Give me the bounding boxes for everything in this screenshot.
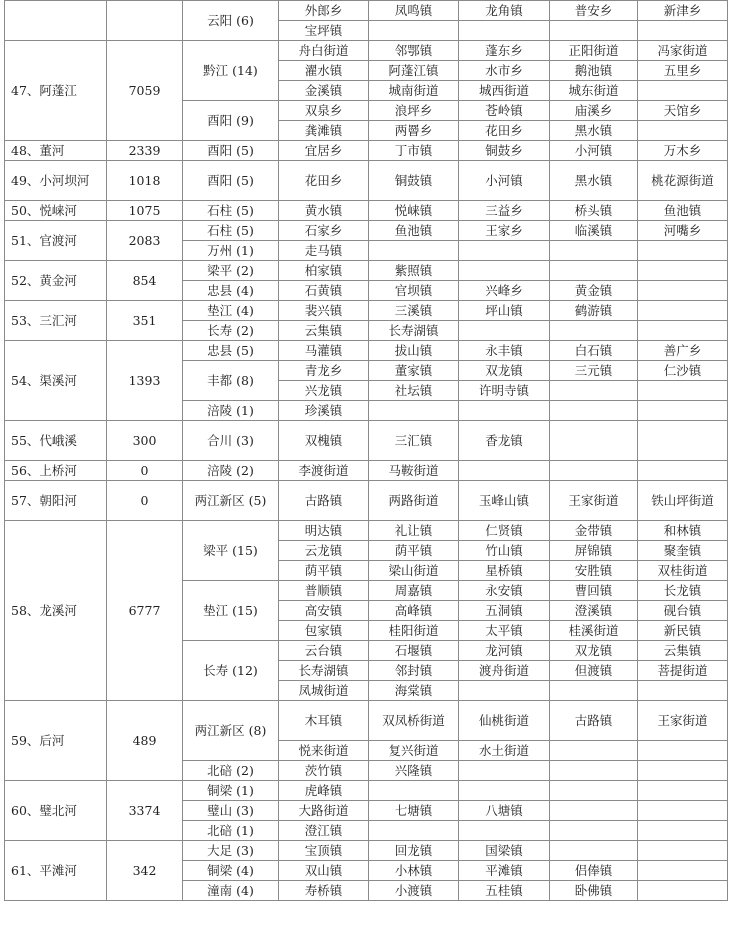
town-cell: 马灌镇 [279, 341, 369, 361]
town-cell: 许明寺镇 [459, 381, 550, 401]
river-name-cell: 47、阿蓬江 [5, 41, 107, 141]
town-cell [550, 841, 638, 861]
town-cell: 柏家镇 [279, 261, 369, 281]
town-cell [459, 821, 550, 841]
town-cell: 马鞍街道 [369, 461, 459, 481]
town-cell: 古路镇 [279, 481, 369, 521]
town-cell: 大路街道 [279, 801, 369, 821]
town-cell: 砚台镇 [638, 601, 728, 621]
town-cell: 普顺镇 [279, 581, 369, 601]
town-cell: 苍岭镇 [459, 101, 550, 121]
town-cell: 凤鸣镇 [369, 1, 459, 21]
district-cell: 黔江 (14) [183, 41, 279, 101]
town-cell [369, 401, 459, 421]
town-cell [638, 401, 728, 421]
basin-area-cell [107, 1, 183, 41]
town-cell [638, 381, 728, 401]
town-cell: 菩提街道 [638, 661, 728, 681]
river-name-cell [5, 1, 107, 41]
town-cell: 两路街道 [369, 481, 459, 521]
town-cell: 小林镇 [369, 861, 459, 881]
town-cell: 善广乡 [638, 341, 728, 361]
basin-area-cell: 3374 [107, 781, 183, 841]
town-cell: 荫平镇 [369, 541, 459, 561]
town-cell: 桂阳街道 [369, 621, 459, 641]
table-row [5, 521, 728, 541]
town-cell [638, 21, 728, 41]
town-cell: 小河镇 [459, 161, 550, 201]
town-cell: 官坝镇 [369, 281, 459, 301]
town-cell [550, 321, 638, 341]
basin-area-cell: 342 [107, 841, 183, 901]
table-row [5, 141, 728, 161]
town-cell: 渡舟街道 [459, 661, 550, 681]
town-cell [550, 781, 638, 801]
town-cell: 铜鼓镇 [369, 161, 459, 201]
town-cell [550, 381, 638, 401]
town-cell [638, 461, 728, 481]
town-cell: 龙角镇 [459, 1, 550, 21]
town-cell [638, 801, 728, 821]
town-cell: 宝顶镇 [279, 841, 369, 861]
district-cell: 梁平 (2) [183, 261, 279, 281]
district-cell: 丰都 (8) [183, 361, 279, 401]
town-cell: 小河镇 [550, 141, 638, 161]
town-cell: 双山镇 [279, 861, 369, 881]
town-cell [638, 301, 728, 321]
table-row [5, 341, 728, 361]
town-cell: 香龙镇 [459, 421, 550, 461]
town-cell: 凤城街道 [279, 681, 369, 701]
town-cell [550, 21, 638, 41]
table-row [5, 221, 728, 241]
district-cell: 万州 (1) [183, 241, 279, 261]
town-cell: 竹山镇 [459, 541, 550, 561]
town-cell [638, 281, 728, 301]
town-cell [459, 261, 550, 281]
town-cell: 虎峰镇 [279, 781, 369, 801]
table-row [5, 481, 728, 521]
town-cell: 曹回镇 [550, 581, 638, 601]
basin-area-cell: 351 [107, 301, 183, 341]
town-cell [459, 761, 550, 781]
town-cell: 玉峰山镇 [459, 481, 550, 521]
river-name-cell: 49、小河坝河 [5, 161, 107, 201]
river-name-cell: 56、上桥河 [5, 461, 107, 481]
town-cell [459, 401, 550, 421]
town-cell: 鱼池镇 [638, 201, 728, 221]
town-cell: 茨竹镇 [279, 761, 369, 781]
town-cell: 龚滩镇 [279, 121, 369, 141]
district-cell: 忠县 (4) [183, 281, 279, 301]
district-cell: 北碚 (2) [183, 761, 279, 781]
basin-area-cell: 7059 [107, 41, 183, 141]
river-name-cell: 48、董河 [5, 141, 107, 161]
town-cell: 花田乡 [279, 161, 369, 201]
town-cell: 宜居乡 [279, 141, 369, 161]
town-cell [550, 801, 638, 821]
town-cell: 庙溪乡 [550, 101, 638, 121]
town-cell: 礼让镇 [369, 521, 459, 541]
river-name-cell: 59、后河 [5, 701, 107, 781]
town-cell: 黑水镇 [550, 121, 638, 141]
town-cell [638, 421, 728, 461]
basin-area-cell: 1018 [107, 161, 183, 201]
town-cell: 梁山街道 [369, 561, 459, 581]
town-cell: 双龙镇 [459, 361, 550, 381]
town-cell: 三汇镇 [369, 421, 459, 461]
district-cell: 北碚 (1) [183, 821, 279, 841]
table-body [5, 1, 728, 901]
district-cell: 酉阳 (5) [183, 161, 279, 201]
town-cell: 五洞镇 [459, 601, 550, 621]
town-cell [638, 841, 728, 861]
town-cell [550, 761, 638, 781]
town-cell: 双凤桥街道 [369, 701, 459, 741]
town-cell: 永丰镇 [459, 341, 550, 361]
town-cell [638, 741, 728, 761]
town-cell: 临溪镇 [550, 221, 638, 241]
town-cell: 两罾乡 [369, 121, 459, 141]
town-cell: 坪山镇 [459, 301, 550, 321]
town-cell: 龙河镇 [459, 641, 550, 661]
town-cell [638, 81, 728, 101]
table-row [5, 201, 728, 221]
district-cell: 云阳 (6) [183, 1, 279, 41]
town-cell: 宝坪镇 [279, 21, 369, 41]
town-cell: 澄江镇 [279, 821, 369, 841]
district-cell: 石柱 (5) [183, 201, 279, 221]
town-cell [638, 821, 728, 841]
town-cell: 桥头镇 [550, 201, 638, 221]
district-cell: 涪陵 (2) [183, 461, 279, 481]
river-name-cell: 58、龙溪河 [5, 521, 107, 701]
town-cell: 云龙镇 [279, 541, 369, 561]
town-cell: 高安镇 [279, 601, 369, 621]
town-cell: 八塘镇 [459, 801, 550, 821]
town-cell: 鹅池镇 [550, 61, 638, 81]
town-cell: 悦崃镇 [369, 201, 459, 221]
town-cell: 石堰镇 [369, 641, 459, 661]
town-cell: 珍溪镇 [279, 401, 369, 421]
district-cell: 梁平 (15) [183, 521, 279, 581]
town-cell: 普安乡 [550, 1, 638, 21]
basin-area-cell: 6777 [107, 521, 183, 701]
town-cell: 走马镇 [279, 241, 369, 261]
town-cell [638, 781, 728, 801]
district-cell: 垫江 (15) [183, 581, 279, 641]
district-cell: 大足 (3) [183, 841, 279, 861]
town-cell: 新津乡 [638, 1, 728, 21]
town-cell: 仁贤镇 [459, 521, 550, 541]
town-cell: 黄金镇 [550, 281, 638, 301]
table-row [5, 41, 728, 61]
town-cell [638, 261, 728, 281]
town-cell [638, 881, 728, 901]
town-cell: 城东街道 [550, 81, 638, 101]
river-name-cell: 61、平滩河 [5, 841, 107, 901]
town-cell: 明达镇 [279, 521, 369, 541]
town-cell: 邻封镇 [369, 661, 459, 681]
town-cell: 社坛镇 [369, 381, 459, 401]
town-cell: 悦来街道 [279, 741, 369, 761]
town-cell: 侣俸镇 [550, 861, 638, 881]
town-cell [638, 861, 728, 881]
district-cell: 潼南 (4) [183, 881, 279, 901]
town-cell [638, 241, 728, 261]
town-cell: 裴兴镇 [279, 301, 369, 321]
town-cell: 双泉乡 [279, 101, 369, 121]
town-cell: 兴隆镇 [369, 761, 459, 781]
town-cell: 正阳街道 [550, 41, 638, 61]
district-cell: 垫江 (4) [183, 301, 279, 321]
town-cell: 河嘴乡 [638, 221, 728, 241]
basin-area-cell: 0 [107, 481, 183, 521]
town-cell: 白石镇 [550, 341, 638, 361]
town-cell [638, 121, 728, 141]
town-cell: 城南街道 [369, 81, 459, 101]
table-row [5, 261, 728, 281]
district-cell: 石柱 (5) [183, 221, 279, 241]
town-cell: 古路镇 [550, 701, 638, 741]
town-cell: 双龙镇 [550, 641, 638, 661]
basin-area-cell: 1393 [107, 341, 183, 421]
table-row [5, 841, 728, 861]
town-cell [459, 781, 550, 801]
town-cell: 蓬东乡 [459, 41, 550, 61]
town-cell [369, 781, 459, 801]
town-cell: 石黄镇 [279, 281, 369, 301]
town-cell: 仙桃街道 [459, 701, 550, 741]
basin-area-cell: 2339 [107, 141, 183, 161]
town-cell: 长寿湖镇 [369, 321, 459, 341]
town-cell: 金溪镇 [279, 81, 369, 101]
town-cell: 紫照镇 [369, 261, 459, 281]
town-cell: 拔山镇 [369, 341, 459, 361]
basin-area-cell: 300 [107, 421, 183, 461]
town-cell: 和林镇 [638, 521, 728, 541]
town-cell: 永安镇 [459, 581, 550, 601]
town-cell: 五里乡 [638, 61, 728, 81]
district-cell: 合川 (3) [183, 421, 279, 461]
town-cell [550, 421, 638, 461]
town-cell: 冯家街道 [638, 41, 728, 61]
basin-area-cell: 2083 [107, 221, 183, 261]
town-cell: 回龙镇 [369, 841, 459, 861]
district-cell: 涪陵 (1) [183, 401, 279, 421]
town-cell: 澄溪镇 [550, 601, 638, 621]
town-cell: 云集镇 [638, 641, 728, 661]
table-row [5, 781, 728, 801]
town-cell: 国梁镇 [459, 841, 550, 861]
town-cell: 城西街道 [459, 81, 550, 101]
town-cell: 双槐镇 [279, 421, 369, 461]
town-cell: 荫平镇 [279, 561, 369, 581]
district-cell: 忠县 (5) [183, 341, 279, 361]
town-cell: 金带镇 [550, 521, 638, 541]
town-cell: 王家乡 [459, 221, 550, 241]
town-cell: 青龙乡 [279, 361, 369, 381]
town-cell: 铁山坪街道 [638, 481, 728, 521]
town-cell: 聚奎镇 [638, 541, 728, 561]
town-cell: 屏锦镇 [550, 541, 638, 561]
district-cell: 酉阳 (5) [183, 141, 279, 161]
table-row [5, 421, 728, 461]
basin-area-cell: 854 [107, 261, 183, 301]
district-cell: 酉阳 (9) [183, 101, 279, 141]
town-cell: 浪坪乡 [369, 101, 459, 121]
table-row [5, 701, 728, 741]
town-cell [638, 321, 728, 341]
town-cell: 黑水镇 [550, 161, 638, 201]
town-cell [459, 241, 550, 261]
town-cell: 水市乡 [459, 61, 550, 81]
town-cell: 兴龙镇 [279, 381, 369, 401]
town-cell [550, 461, 638, 481]
town-cell: 鱼池镇 [369, 221, 459, 241]
river-name-cell: 57、朝阳河 [5, 481, 107, 521]
town-cell: 双桂街道 [638, 561, 728, 581]
town-cell: 七塘镇 [369, 801, 459, 821]
town-cell: 王家街道 [638, 701, 728, 741]
town-cell [550, 821, 638, 841]
town-cell [459, 21, 550, 41]
river-name-cell: 60、璧北河 [5, 781, 107, 841]
town-cell [550, 401, 638, 421]
district-cell: 长寿 (12) [183, 641, 279, 701]
district-cell: 铜梁 (1) [183, 781, 279, 801]
town-cell [369, 21, 459, 41]
river-name-cell: 54、渠溪河 [5, 341, 107, 421]
town-cell: 铜鼓乡 [459, 141, 550, 161]
town-cell: 周嘉镇 [369, 581, 459, 601]
town-cell [638, 681, 728, 701]
town-cell: 天馆乡 [638, 101, 728, 121]
town-cell: 李渡街道 [279, 461, 369, 481]
town-cell: 仁沙镇 [638, 361, 728, 381]
town-cell: 长寿湖镇 [279, 661, 369, 681]
basin-area-cell: 489 [107, 701, 183, 781]
town-cell: 小渡镇 [369, 881, 459, 901]
town-cell [459, 461, 550, 481]
town-cell: 董家镇 [369, 361, 459, 381]
town-cell: 丁市镇 [369, 141, 459, 161]
town-cell: 太平镇 [459, 621, 550, 641]
town-cell: 但渡镇 [550, 661, 638, 681]
town-cell [550, 741, 638, 761]
town-cell: 平滩镇 [459, 861, 550, 881]
table-row [5, 161, 728, 201]
town-cell: 舟白街道 [279, 41, 369, 61]
district-cell: 长寿 (2) [183, 321, 279, 341]
town-cell: 高峰镇 [369, 601, 459, 621]
town-cell: 木耳镇 [279, 701, 369, 741]
town-cell [550, 241, 638, 261]
town-cell: 三溪镇 [369, 301, 459, 321]
town-cell: 阿蓬江镇 [369, 61, 459, 81]
table-row [5, 1, 728, 21]
town-cell: 桂溪街道 [550, 621, 638, 641]
district-cell: 两江新区 (5) [183, 481, 279, 521]
town-cell: 包家镇 [279, 621, 369, 641]
town-cell: 万木乡 [638, 141, 728, 161]
town-cell: 云集镇 [279, 321, 369, 341]
river-name-cell: 55、代峨溪 [5, 421, 107, 461]
district-cell: 两江新区 (8) [183, 701, 279, 761]
river-name-cell: 50、悦崃河 [5, 201, 107, 221]
river-name-cell: 51、官渡河 [5, 221, 107, 261]
town-cell [550, 261, 638, 281]
town-cell [459, 321, 550, 341]
town-cell: 五桂镇 [459, 881, 550, 901]
basin-area-cell: 0 [107, 461, 183, 481]
town-cell [459, 681, 550, 701]
town-cell: 桃花源街道 [638, 161, 728, 201]
town-cell: 水土街道 [459, 741, 550, 761]
town-cell: 长龙镇 [638, 581, 728, 601]
town-cell: 寿桥镇 [279, 881, 369, 901]
town-cell: 邻鄂镇 [369, 41, 459, 61]
town-cell [369, 821, 459, 841]
district-cell: 铜梁 (4) [183, 861, 279, 881]
town-cell: 海棠镇 [369, 681, 459, 701]
basin-area-cell: 1075 [107, 201, 183, 221]
town-cell: 外郎乡 [279, 1, 369, 21]
town-cell: 新民镇 [638, 621, 728, 641]
town-cell: 王家街道 [550, 481, 638, 521]
town-cell: 黄水镇 [279, 201, 369, 221]
town-cell [638, 761, 728, 781]
town-cell [550, 681, 638, 701]
river-name-cell: 53、三汇河 [5, 301, 107, 341]
town-cell: 云台镇 [279, 641, 369, 661]
town-cell: 星桥镇 [459, 561, 550, 581]
river-town-table [4, 0, 728, 901]
river-name-cell: 52、黄金河 [5, 261, 107, 301]
town-cell: 三元镇 [550, 361, 638, 381]
town-cell: 鹤游镇 [550, 301, 638, 321]
town-cell: 卧佛镇 [550, 881, 638, 901]
town-cell: 花田乡 [459, 121, 550, 141]
town-cell: 石家乡 [279, 221, 369, 241]
table-row [5, 461, 728, 481]
table-row [5, 301, 728, 321]
district-cell: 璧山 (3) [183, 801, 279, 821]
town-cell [369, 241, 459, 261]
town-cell: 复兴街道 [369, 741, 459, 761]
town-cell: 兴峰乡 [459, 281, 550, 301]
town-cell: 濯水镇 [279, 61, 369, 81]
town-cell: 三益乡 [459, 201, 550, 221]
town-cell: 安胜镇 [550, 561, 638, 581]
